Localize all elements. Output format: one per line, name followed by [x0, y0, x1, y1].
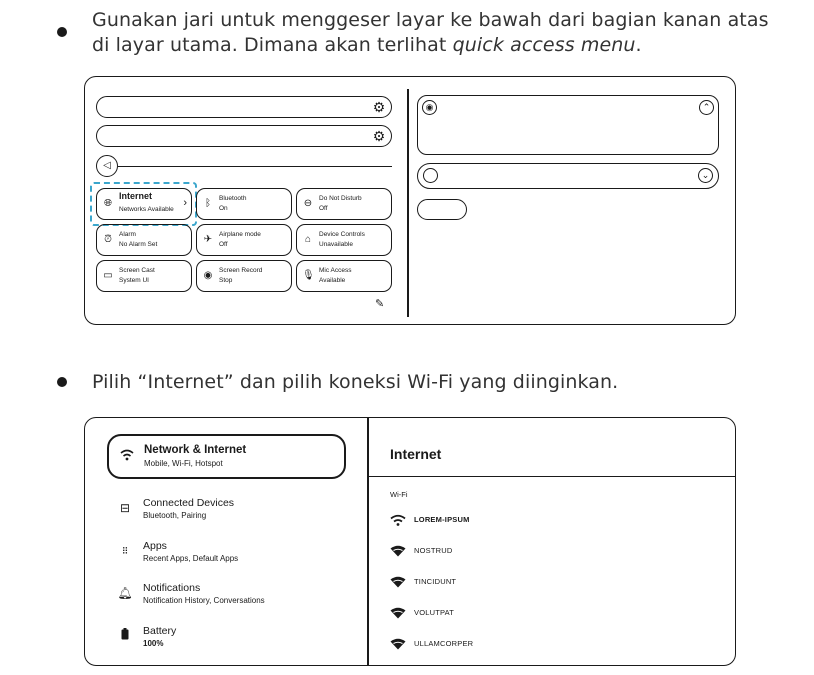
- settings-item-title: Battery: [143, 625, 177, 637]
- tile-title: Device Controls: [319, 231, 365, 238]
- settings-item-network-internet[interactable]: [107, 434, 346, 479]
- tile-subtitle: System UI: [119, 277, 149, 284]
- step-2-text: Pilih “Internet” dan pilih koneksi Wi-Fi yang diinginkan.: [92, 371, 619, 393]
- panel-divider: [407, 89, 409, 317]
- wifi-network-name: TINCIDUNT: [414, 577, 457, 586]
- tile-title: Internet: [119, 191, 153, 201]
- pill-button[interactable]: [417, 199, 467, 220]
- volume-icon[interactable]: ◁: [96, 155, 118, 177]
- slider-bar-2[interactable]: [96, 125, 392, 147]
- wifi-network-row[interactable]: [385, 605, 705, 621]
- settings-item-title: Connected Devices: [143, 497, 235, 509]
- bullet-1: [57, 27, 67, 37]
- detail-header-line: [368, 476, 735, 477]
- wifi-network-name: ULLAMCORPER: [414, 639, 474, 648]
- step-1-text-emphasis: quick access menu: [452, 34, 636, 56]
- settings-item-notifications[interactable]: [107, 577, 346, 609]
- tile-do-not-disturb[interactable]: [296, 188, 392, 220]
- settings-item-subtitle: Notification History, Conversations: [143, 596, 265, 605]
- wifi-icon: [390, 576, 406, 588]
- tile-subtitle: Stop: [219, 277, 233, 284]
- tile-title: Screen Cast: [119, 267, 155, 274]
- airplane-icon: ✈︎: [203, 234, 213, 245]
- do-not-disturb-icon: ⊖: [303, 198, 313, 209]
- battery-icon: [117, 628, 133, 644]
- tile-title: Alarm: [119, 231, 136, 238]
- step-1-text: [92, 8, 782, 58]
- wifi-section-label: Wi-Fi: [390, 490, 408, 499]
- slider-bar-1[interactable]: [96, 96, 392, 118]
- mic-icon: 🎙︎: [302, 270, 315, 281]
- tile-screen-record[interactable]: [196, 260, 292, 292]
- wifi-network-name: VOLUTPAT: [414, 608, 455, 617]
- tile-airplane-mode[interactable]: [196, 224, 292, 256]
- wifi-icon: [390, 607, 406, 619]
- apps-grid-icon: ⠿: [121, 546, 129, 556]
- tile-title: Bluetooth: [219, 195, 247, 202]
- gear-icon[interactable]: ⚙: [372, 128, 386, 144]
- tile-bluetooth[interactable]: [196, 188, 292, 220]
- tile-screen-cast[interactable]: [96, 260, 192, 292]
- chevron-up-icon[interactable]: ⌃: [699, 100, 714, 115]
- tile-subtitle: Networks Available: [119, 206, 174, 213]
- notification-card[interactable]: [417, 163, 719, 189]
- cast-icon: ▭: [103, 270, 113, 281]
- wifi-icon: [390, 545, 406, 557]
- tile-subtitle: On: [219, 205, 228, 212]
- tile-title: Screen Record: [219, 267, 263, 274]
- tile-title: Mic Access: [319, 267, 352, 274]
- settings-item-apps[interactable]: [107, 535, 346, 567]
- volume-slider[interactable]: [118, 166, 392, 167]
- wifi-icon: [119, 449, 135, 465]
- settings-item-subtitle: Bluetooth, Pairing: [143, 511, 207, 520]
- wifi-network-name: NOSTRUD: [414, 546, 453, 555]
- chevron-right-icon: ›: [183, 197, 187, 209]
- globe-icon: 🌐︎: [104, 198, 112, 209]
- detail-header: Internet: [390, 446, 442, 462]
- alarm-icon: ⏰︎: [104, 234, 112, 245]
- tile-subtitle: Off: [219, 241, 228, 248]
- tile-mic-access[interactable]: [296, 260, 392, 292]
- edit-pencil-icon[interactable]: ✎: [375, 298, 385, 310]
- chevron-down-icon[interactable]: ⌄: [698, 168, 713, 183]
- wifi-network-row[interactable]: [385, 636, 705, 652]
- wifi-network-row[interactable]: [385, 574, 705, 590]
- settings-panel: [84, 417, 736, 666]
- settings-item-title: Notifications: [143, 582, 201, 594]
- notification-app-icon: [423, 168, 438, 183]
- settings-item-subtitle: Recent Apps, Default Apps: [143, 554, 239, 563]
- settings-item-title: Apps: [143, 540, 167, 552]
- wifi-icon: [390, 514, 406, 526]
- quick-access-panel: [84, 76, 736, 325]
- bluetooth-icon: ᛒ: [205, 198, 211, 209]
- settings-item-subtitle: 100%: [143, 639, 164, 648]
- step-1-text-end: .: [635, 34, 642, 56]
- media-card[interactable]: [417, 95, 719, 155]
- media-source-icon: ◉: [422, 100, 437, 115]
- record-icon: ◉: [203, 270, 213, 281]
- devices-icon: ⊟: [119, 501, 131, 515]
- tile-subtitle: Unavailable: [319, 241, 353, 248]
- tile-device-controls[interactable]: [296, 224, 392, 256]
- step-1-text-main: Gunakan jari untuk menggeser layar ke bawah dari bagian kanan atas di layar utama. Dimana akan terlihat: [92, 9, 769, 56]
- gear-icon[interactable]: ⚙: [372, 99, 386, 115]
- bullet-2: [57, 377, 67, 387]
- wifi-icon: [390, 638, 406, 650]
- settings-item-battery[interactable]: [107, 620, 346, 652]
- bell-icon: 🔔︎: [117, 586, 133, 600]
- settings-divider: [367, 418, 369, 665]
- internet-highlight: [90, 182, 197, 226]
- tile-subtitle: Off: [319, 205, 328, 212]
- tile-subtitle: No Alarm Set: [119, 241, 158, 248]
- tile-title: Airplane mode: [219, 231, 261, 238]
- wifi-network-row[interactable]: [385, 512, 705, 528]
- tile-title: Do Not Disturb: [319, 195, 362, 202]
- wifi-network-row[interactable]: [385, 543, 705, 559]
- settings-item-subtitle: Mobile, Wi-Fi, Hotspot: [144, 459, 223, 468]
- wifi-network-name: LOREM-IPSUM: [414, 515, 470, 524]
- tile-subtitle: Available: [319, 277, 346, 284]
- home-icon: ⌂: [304, 234, 312, 245]
- tile-alarm[interactable]: [96, 224, 192, 256]
- settings-item-connected-devices[interactable]: [107, 492, 346, 524]
- settings-item-title: Network & Internet: [144, 444, 247, 456]
